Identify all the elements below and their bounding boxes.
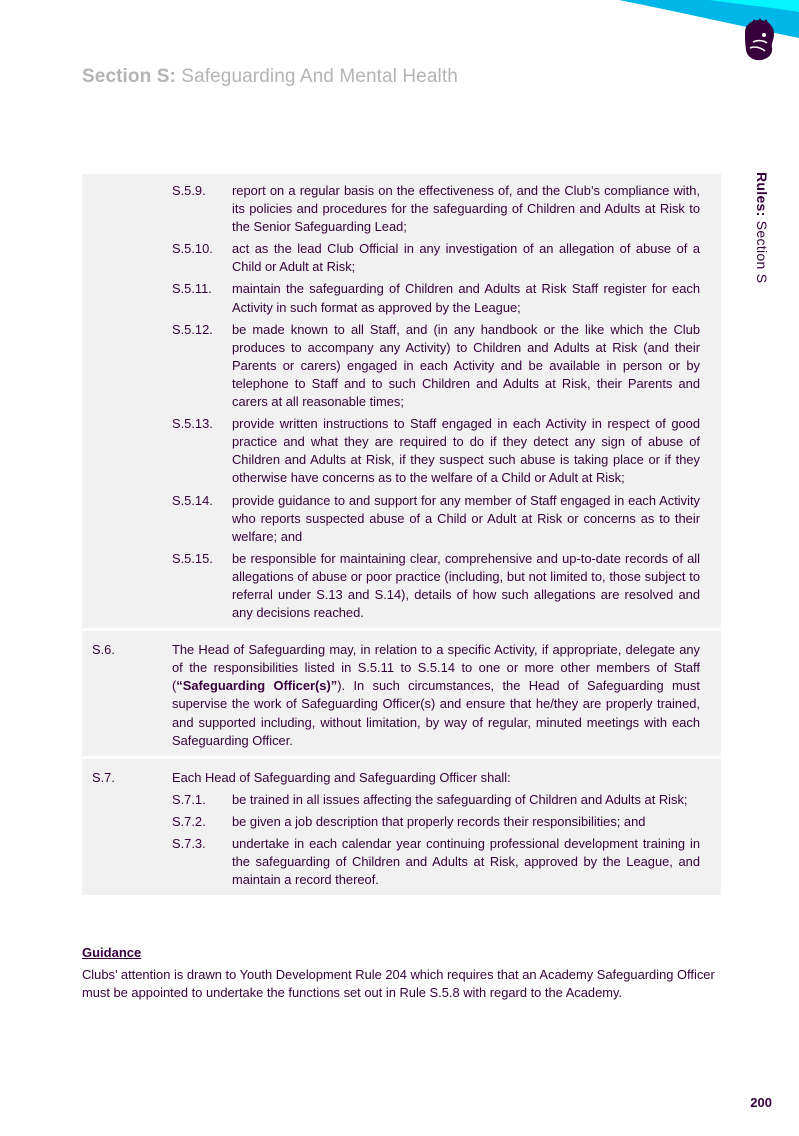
rules-table: [82, 174, 721, 895]
clause-number: S.6.: [92, 642, 115, 658]
clause-text: provide guidance to and support for any member of Staff engaged in each Activity who reports suspected abuse of a Child or Adult at Risk or concerns as to their welfare; and: [232, 492, 700, 544]
clause-text: maintain the safeguarding of Children and Adults at Risk Staff register for each Activity in such format as approved by the League;: [232, 281, 700, 315]
clause-row: [82, 635, 721, 750]
clause-row: [82, 835, 721, 889]
clause-text-part: ). In such circumstances, the Head of Safeguarding must supervise the work of Safeguarding Officer(s) and ensure that he/they are properly trained, and supported including, without limitation, by way of regular, minuted meetings with each Safeguarding Officer.: [172, 678, 700, 748]
premier-league-lion-crest-icon: [739, 18, 779, 62]
clause-row: [82, 240, 721, 276]
clause-number: S.5.10.: [172, 241, 213, 257]
clause-text-part: The Head of Safeguarding may, in relation to a specific Activity, if appropriate, delegate any of the responsibilities listed in S.5.11 to S.5.14 to one or more other members of Staff (: [172, 642, 700, 694]
side-rules-label: [754, 172, 770, 283]
clause-number: S.5.9.: [172, 183, 206, 198]
section-title-name: Safeguarding And Mental Health: [181, 66, 458, 87]
clause-number: S.7.3.: [172, 836, 206, 851]
clause-text: report on a regular basis on the effectiveness of, and the Club’s compliance with, its policies and procedures for the safeguarding of Children and Adults at Risk to the Senior Safeguarding Lead;: [232, 183, 700, 235]
defined-term: “Safeguarding Officer(s)”: [176, 678, 338, 694]
page-number: 200: [750, 1095, 772, 1110]
section-title-prefix: Section S:: [82, 66, 176, 87]
clause-block-s5: [82, 174, 721, 628]
clause-row: [82, 321, 721, 411]
clause-number: S.5.13.: [172, 416, 213, 432]
clause-block-s7: [82, 759, 721, 896]
side-label-suffix: Section S: [754, 220, 770, 284]
clause-number: S.7.2.: [172, 813, 206, 829]
clause-row: [82, 813, 721, 831]
guidance-heading: Guidance: [82, 945, 142, 960]
clause-row: [82, 763, 721, 787]
clause-number: S.5.14.: [172, 492, 213, 508]
clause-row: [82, 182, 721, 236]
clause-text: be responsible for maintaining clear, comprehensive and up-to-date records of all allegations of abuse or poor practice (including, but not limited to, those subject to referral under S.13 and S.14), details of how such allegations are resolved and any decisions reached.: [232, 550, 700, 621]
clause-row: [82, 492, 721, 546]
clause-block-s6: [82, 631, 721, 756]
clause-text: Each Head of Safeguarding and Safeguarding Officer shall:: [172, 769, 511, 785]
guidance-text: Clubs’ attention is drawn to Youth Development Rule 204 which requires that an Academy Safeguarding Officer must be appointed to undertake the functions set out in Rule S.5.8 with regard to the Academy.: [82, 967, 715, 1000]
clause-row: [82, 415, 721, 487]
clause-number: S.5.11.: [172, 281, 212, 297]
clause-text: [172, 641, 700, 750]
clause-text: provide written instructions to Staff engaged in each Activity in respect of good practice and what they are required to do if they detect any sign of abuse of Children and Adults at Risk, if they suspect such abuse is taking place or if they otherwise have concerns as to the welfare of a Child or Adult at Risk;: [232, 416, 700, 486]
clause-row: [82, 791, 721, 809]
guidance-section: [82, 944, 722, 1002]
clause-number: S.5.15.: [172, 550, 213, 566]
clause-row: [82, 280, 721, 316]
clause-number: S.5.12.: [172, 321, 213, 337]
clause-number: S.7.1.: [172, 791, 206, 807]
clause-text: act as the lead Club Official in any investigation of an allegation of abuse of a Child or Adult at Risk;: [232, 241, 700, 275]
clause-row: [82, 550, 721, 622]
clause-text: undertake in each calendar year continuing professional development training in the safeguarding of Children and Adults at Risk, approved by the League, and maintain a record thereof.: [232, 836, 700, 888]
clause-text: be given a job description that properly records their responsibilities; and: [232, 813, 646, 829]
section-title: [82, 66, 458, 88]
clause-number: S.7.: [92, 769, 115, 785]
clause-text: be made known to all Staff, and (in any handbook or the like which the Club produces to accompany any Activity) to Children and Adults at Risk (and their Parents or carers) engaged in each Activity and be available in person or by telephone to Staff and to such Children and Adults at Risk, their Parents and carers at all reasonable times;: [232, 321, 700, 410]
side-label-prefix: Rules:: [754, 172, 770, 217]
clause-text: be trained in all issues affecting the safeguarding of Children and Adults at Risk;: [232, 791, 688, 807]
